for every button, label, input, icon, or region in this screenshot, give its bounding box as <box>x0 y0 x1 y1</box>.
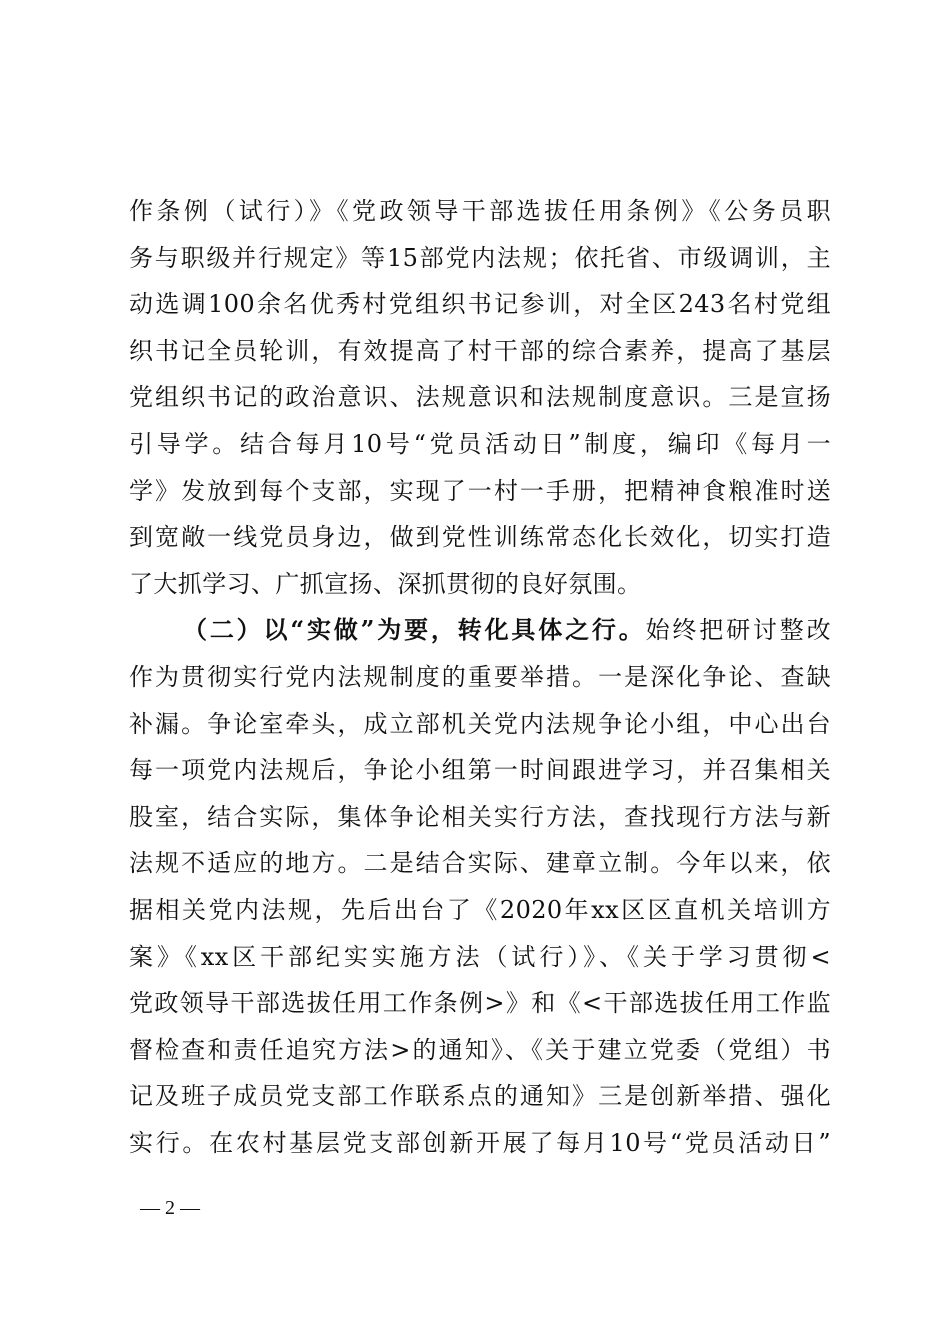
text-line: 股室，结合实际，集体争论相关实行方法，查找现行方法与新 <box>129 802 831 831</box>
text-line: 织书记全员轮训，有效提高了村干部的综合素养，提高了基层 <box>129 336 831 365</box>
text-line: 督检查和责任追究方法>的通知》、《关于建立党委（党组）书 <box>129 1035 831 1064</box>
text-line: 记及班子成员党支部工作联系点的通知》三是创新举措、强化 <box>129 1082 831 1111</box>
text-line: 据相关党内法规，先后出台了《2020年xx区区直机关培训方 <box>129 895 831 924</box>
text-line: 到宽敞一线党员身边，做到党性训练常态化长效化，切实打造 <box>129 523 831 552</box>
text-line: 案》《xx区干部纪实实施方法（试行）》、《关于学习贯彻< <box>129 942 831 971</box>
text-line: 学》发放到每个支部，实现了一村一手册，把精神食粮准时送 <box>129 476 831 505</box>
text-line: 实行。在农村基层党支部创新开展了每月10号“党员活动日” <box>129 1128 831 1157</box>
document-body <box>129 188 831 1166</box>
text-line: 作条例（试行）》《党政领导干部选拔任用条例》《公务员职 <box>129 197 831 225</box>
text-line: 每一项党内法规后，争论小组第一时间跟进学习，并召集相关 <box>129 756 831 785</box>
page-number: — 2 — <box>140 1197 200 1219</box>
text-line: 法规不适应的地方。二是结合实际、建章立制。今年以来，依 <box>129 849 831 878</box>
section-heading-continuation: 始终把研讨整改 <box>645 616 831 645</box>
text-line: 党组织书记的政治意识、法规意识和法规制度意识。三是宣扬 <box>129 383 831 412</box>
text-line: 动选调100余名优秀村党组织书记参训，对全区243名村党组 <box>129 290 831 319</box>
section-heading-line <box>129 607 831 654</box>
section-heading: （二）以“实做”为要，转化具体之行。 <box>183 615 646 645</box>
text-line: 党政领导干部选拔任用工作条例>》和《<干部选拔任用工作监 <box>129 989 831 1018</box>
text-line: 补漏。争论室牵头，成立部机关党内法规争论小组，中心出台 <box>129 709 831 738</box>
text-line: 了大抓学习、广抓宣扬、深抓贯彻的良好氛围。 <box>129 569 642 598</box>
text-line: 引导学。结合每月10号“党员活动日”制度，编印《每月一 <box>129 429 831 458</box>
text-line: 作为贯彻实行党内法规制度的重要举措。一是深化争论、查缺 <box>129 662 831 691</box>
text-line: 务与职级并行规定》等15部党内法规；依托省、市级调训，主 <box>129 243 831 272</box>
